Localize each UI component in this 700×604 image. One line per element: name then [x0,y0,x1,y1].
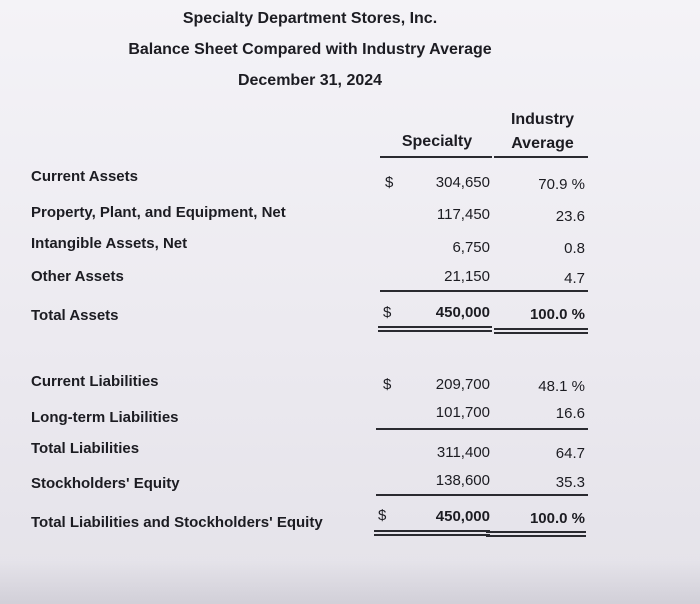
row-label-intangible-assets: Intangible Assets, Net [31,235,188,252]
industry-header-underline [494,156,588,158]
industry-total-assets-double-line-1 [494,328,588,330]
specialty-grand-total-double-line-1 [374,530,490,532]
value-industry-long-term-liabilities: 16.6 [555,405,585,422]
industry-grand-total-double-line-1 [486,531,586,533]
value-specialty-current-liabilities: 209,700 [435,376,490,393]
dollar-sign: $ [383,376,392,393]
value-industry-current-liabilities: 48.1 % [538,378,585,395]
row-label-long-term-liabilities: Long-term Liabilities [31,409,179,426]
specialty-total-assets-double-line-1 [378,326,492,328]
specialty-assets-subtotal-line [380,290,492,292]
value-specialty-total-liabilities: 311,400 [436,444,490,461]
value-industry-stockholders-equity: 35.3 [555,474,585,491]
statement-date: December 31, 2024 [237,72,383,89]
value-specialty-intangible-assets: 6,750 [452,239,490,256]
row-label-stockholders-equity: Stockholders' Equity [31,475,180,492]
specialty-equity-subtotal-line [376,494,490,496]
industry-total-assets-double-line-2 [494,332,588,334]
page-bottom-shading [0,560,700,604]
dollar-sign: $ [383,304,392,321]
value-specialty-other-assets: 21,150 [444,268,490,285]
row-label-other-assets: Other Assets [31,268,124,285]
industry-liabilities-subtotal-line [490,428,588,430]
value-specialty-ppe: 117,450 [436,206,490,223]
row-label-current-liabilities: Current Liabilities [31,373,159,390]
industry-equity-subtotal-line [490,494,588,496]
row-label-current-assets: Current Assets [31,168,138,185]
specialty-liabilities-subtotal-line [376,428,490,430]
value-specialty-stockholders-equity: 138,600 [435,472,490,489]
industry-grand-total-double-line-2 [486,535,586,537]
industry-column-header-line1: Industry [510,111,575,128]
specialty-total-assets-double-line-2 [378,330,492,332]
specialty-header-underline [380,156,492,158]
statement-title: Balance Sheet Compared with Industry Average [128,41,492,58]
specialty-grand-total-double-line-2 [374,534,490,536]
value-industry-intangible-assets: 0.8 [564,240,585,257]
specialty-column-header: Specialty [401,133,473,150]
value-specialty-total-liabilities-and-equity: 450,000 [435,508,490,525]
dollar-sign: $ [378,507,387,524]
row-label-total-liabilities: Total Liabilities [31,440,140,457]
company-name: Specialty Department Stores, Inc. [182,10,438,27]
industry-column-header-line2: Average [511,135,574,152]
value-specialty-current-assets: 304,650 [435,174,490,191]
value-industry-total-assets: 100.0 % [529,306,585,323]
value-industry-total-liabilities-and-equity: 100.0 % [529,510,585,527]
row-label-total-assets: Total Assets [31,307,119,324]
value-specialty-total-assets: 450,000 [435,304,490,321]
value-industry-ppe: 23.6 [555,208,585,225]
row-label-total-liabilities-and-equity: Total Liabilities and Stockholders' Equity [31,514,323,531]
industry-assets-subtotal-line [492,290,588,292]
row-label-ppe: Property, Plant, and Equipment, Net [31,204,286,221]
value-industry-other-assets: 4.7 [564,270,585,287]
value-industry-total-liabilities: 64.7 [555,445,585,462]
value-industry-current-assets: 70.9 % [538,176,585,193]
value-specialty-long-term-liabilities: 101,700 [435,404,490,421]
dollar-sign: $ [385,174,394,191]
